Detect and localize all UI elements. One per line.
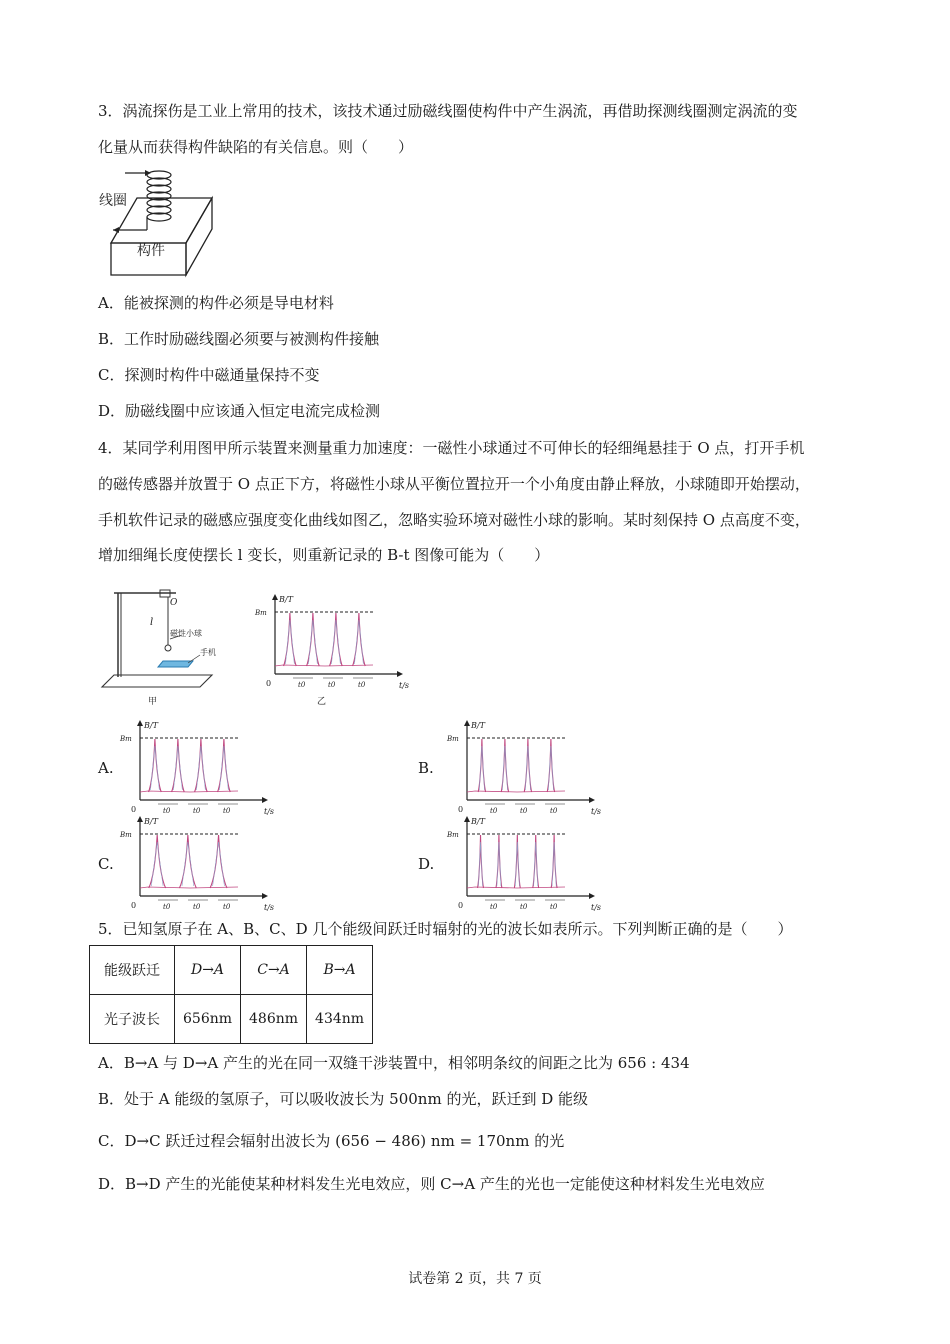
part-label: 构件: [137, 243, 165, 259]
q3-stem-line2: 化量从而获得构件缺陷的有关信息。则（ ）: [98, 138, 414, 156]
q5-option-b[interactable]: B．处于 A 能级的氢原子，可以吸收波长为 500nm 的光，跃迁到 D 能级: [98, 1090, 589, 1108]
peak-inner: [173, 746, 182, 790]
t0-label: t0: [550, 903, 558, 911]
table-row: [90, 946, 373, 995]
y-axis-arrow: [464, 816, 470, 822]
coil-label: 线圈: [99, 193, 127, 209]
x-axis-arrow: [262, 893, 268, 899]
q4-option-c-label[interactable]: C.: [98, 855, 114, 873]
peak-inner: [151, 842, 163, 886]
q4-option-a-label[interactable]: A.: [98, 759, 114, 777]
x-axis-arrow: [589, 893, 595, 899]
peak-inner: [331, 620, 340, 664]
q4-fig-jia-pendulum: [100, 587, 220, 707]
y-axis-arrow: [272, 594, 278, 600]
baseline-curve: [467, 887, 565, 888]
origin-label: 0: [131, 901, 137, 910]
t-axis-label: t/s: [591, 903, 602, 912]
x-axis-arrow: [589, 797, 595, 803]
q3-stem-line1: 3．涡流探伤是工业上常用的技术，该技术通过励磁线圈使构件中产生涡流，再借助探测线圈测定涡流的变: [98, 102, 798, 120]
peak-inner: [354, 620, 363, 664]
q4-option-c-graph[interactable]: [118, 814, 275, 914]
caption-jia: 甲: [148, 697, 158, 707]
table-cell: 光子波长: [90, 995, 175, 1044]
bm-label: Bm: [120, 831, 132, 839]
q4-stem-line2: 的磁传感器并放置于 O 点正下方，将磁性小球从平衡位置拉开一个小角度由静止释放，小球随即开始摆动，: [98, 475, 810, 493]
x-axis-arrow: [262, 797, 268, 803]
t-axis-label: t/s: [399, 681, 410, 690]
baseline-curve: [140, 791, 238, 792]
y-axis-label: B/T: [144, 721, 158, 730]
origin-label: 0: [458, 805, 464, 814]
q3-option-a[interactable]: A．能被探测的构件必须是导电材料: [98, 294, 334, 312]
q3-eddy-current-figure: [95, 165, 225, 283]
peak-inner: [213, 842, 225, 886]
y-axis-arrow: [137, 816, 143, 822]
q3-option-b[interactable]: B．工作时励磁线圈必须要与被测构件接触: [98, 330, 380, 348]
q5-wavelength-table: [89, 945, 373, 1044]
peak-inner: [308, 620, 317, 664]
t0-label: t0: [223, 807, 231, 815]
t0-label: t0: [490, 807, 498, 815]
origin-label: 0: [266, 679, 272, 688]
phone-label: 手机: [200, 648, 216, 657]
q4-option-a-graph[interactable]: [118, 718, 275, 818]
peak-inner: [150, 746, 159, 790]
q5-option-c[interactable]: C．D→C 跃迁过程会辐射出波长为 (656 − 486) nm = 170nm 的光: [98, 1132, 565, 1150]
page-footer: 试卷第 2 页，共 7 页: [408, 1271, 542, 1287]
y-axis-label: B/T: [471, 721, 485, 730]
q4-stem-line1: 4．某同学利用图甲所示装置来测量重力加速度：一磁性小球通过不可伸长的轻细绳悬挂于 O 点，打开手机: [98, 439, 805, 457]
q4-option-b-graph[interactable]: [445, 718, 602, 818]
t0-label: t0: [520, 807, 528, 815]
table-cell: 能级跃迁: [90, 946, 175, 995]
table-cell: 434nm: [307, 995, 373, 1044]
baseline-curve: [140, 887, 238, 888]
t0-label: t0: [550, 807, 558, 815]
t-axis-label: t/s: [591, 807, 602, 816]
o-label: O: [170, 598, 178, 608]
bm-label: Bm: [447, 735, 459, 743]
peak-inner: [196, 746, 205, 790]
peak-inner: [285, 620, 294, 664]
y-axis-label: B/T: [279, 595, 293, 604]
table-row: [90, 995, 373, 1044]
q4-option-d-label[interactable]: D.: [418, 855, 435, 873]
t0-label: t0: [520, 903, 528, 911]
bm-label: Bm: [447, 831, 459, 839]
t-axis-label: t/s: [264, 807, 275, 816]
y-axis-arrow: [464, 720, 470, 726]
q5-option-d[interactable]: D．B→D 产生的光能使某种材料发生光电效应，则 C→A 产生的光也一定能使这种材料发生光电效应: [98, 1175, 765, 1193]
y-axis-label: B/T: [144, 817, 158, 826]
y-axis-arrow: [137, 720, 143, 726]
t0-label: t0: [193, 903, 201, 911]
caption-yi: 乙: [317, 697, 327, 707]
baseline-curve: [467, 791, 565, 792]
q4-stem-line4: 增加细绳长度使摆长 l 变长，则重新记录的 B-t 图像可能为（ ）: [98, 546, 550, 564]
ball-label: 磁性小球: [170, 629, 202, 638]
q4-stem-line3: 手机软件记录的磁感应强度变化曲线如图乙，忽略实验环境对磁性小球的影响。某时刻保持 O 点高度不变，: [98, 511, 810, 529]
t0-label: t0: [490, 903, 498, 911]
peak-inner: [219, 746, 228, 790]
q5-stem: 5．已知氢原子在 A、B、C、D 几个能级间跃迁时辐射的光的波长如表所示。下列判断正确的是（ ）: [98, 920, 793, 938]
table-cell: D→A: [175, 946, 241, 995]
t-axis-label: t/s: [264, 903, 275, 912]
q4-option-d-graph[interactable]: [445, 814, 602, 914]
table-cell: 656nm: [175, 995, 241, 1044]
t0-label: t0: [193, 807, 201, 815]
t0-label: t0: [328, 681, 336, 689]
q5-option-a[interactable]: A．B→A 与 D→A 产生的光在同一双缝干涉装置中，相邻明条纹的间距之比为 656 : 434: [98, 1054, 690, 1072]
q3-option-d[interactable]: D．励磁线圈中应该通入恒定电流完成检测: [98, 402, 381, 420]
t0-label: t0: [163, 903, 171, 911]
q3-option-c[interactable]: C．探测时构件中磁通量保持不变: [98, 366, 320, 384]
origin-label: 0: [458, 901, 464, 910]
t0-label: t0: [163, 807, 171, 815]
table-cell: C→A: [241, 946, 307, 995]
x-axis-arrow: [397, 671, 403, 677]
peak-inner: [182, 842, 194, 886]
origin-label: 0: [131, 805, 137, 814]
t0-label: t0: [358, 681, 366, 689]
q4-option-b-label[interactable]: B.: [418, 759, 434, 777]
y-axis-label: B/T: [471, 817, 485, 826]
t0-label: t0: [298, 681, 306, 689]
bm-label: Bm: [120, 735, 132, 743]
l-label: l: [150, 617, 154, 628]
baseline-curve: [275, 665, 373, 666]
table-cell: B→A: [307, 946, 373, 995]
q4-fig-yi-graph: [253, 592, 410, 707]
bm-label: Bm: [255, 609, 267, 617]
t0-label: t0: [223, 903, 231, 911]
table-cell: 486nm: [241, 995, 307, 1044]
